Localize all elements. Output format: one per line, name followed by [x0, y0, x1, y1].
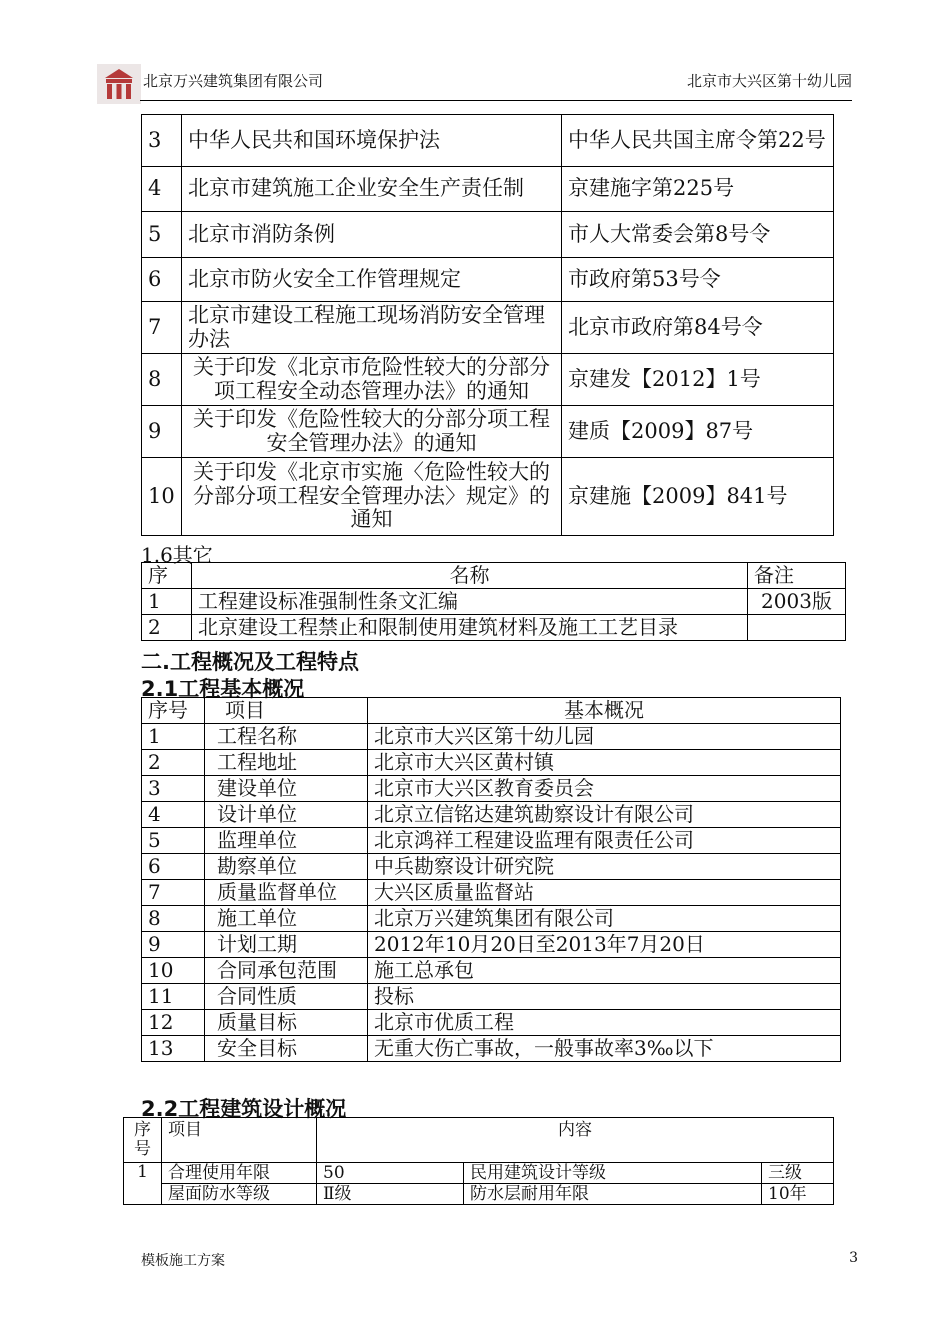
col-header-no: 序号: [142, 698, 205, 724]
reg-no: 4: [142, 167, 182, 212]
table-row: [142, 776, 841, 802]
basic-no: 6: [142, 854, 205, 880]
basic-desc: 北京鸿祥工程建设监理有限责任公司: [368, 828, 841, 854]
table-row: [142, 1010, 841, 1036]
basic-no: 8: [142, 906, 205, 932]
reg-no: 3: [142, 115, 182, 167]
table-row: [142, 828, 841, 854]
table-row: [142, 458, 834, 536]
basic-no: 4: [142, 802, 205, 828]
reg-name: 北京市防火安全工作管理规定: [182, 258, 562, 302]
reg-ref: 中华人民共国主席令第22号: [562, 115, 834, 167]
basic-desc: 大兴区质量监督站: [368, 880, 841, 906]
basic-no: 3: [142, 776, 205, 802]
other-note: 2003版: [748, 589, 846, 615]
col-header-item: 项目: [162, 1118, 317, 1163]
table-row: [142, 750, 841, 776]
table-row: [142, 984, 841, 1010]
table-row: [142, 258, 834, 302]
basic-desc: 北京市大兴区黄村镇: [368, 750, 841, 776]
basic-desc: 北京市大兴区第十幼儿园: [368, 724, 841, 750]
design-no: 1: [124, 1163, 162, 1205]
basic-overview-table: [141, 697, 841, 1062]
reg-name: 中华人民共和国环境保护法: [182, 115, 562, 167]
basic-item: 安全目标: [205, 1036, 368, 1062]
basic-item: 合同承包范围: [205, 958, 368, 984]
reg-no: 10: [142, 458, 182, 536]
basic-item: 工程地址: [205, 750, 368, 776]
reg-no: 9: [142, 406, 182, 458]
col-header-no: 序: [142, 563, 192, 589]
table-row: [142, 302, 834, 354]
basic-desc: 北京立信铭达建筑勘察设计有限公司: [368, 802, 841, 828]
table-header-row: [142, 563, 846, 589]
reg-no: 5: [142, 212, 182, 258]
other-note: [748, 615, 846, 641]
reg-ref: 京建施【2009】841号: [562, 458, 834, 536]
reg-no: 8: [142, 354, 182, 406]
table-row: [142, 212, 834, 258]
header-project: 北京市大兴区第十幼儿园: [686, 72, 852, 90]
basic-no: 10: [142, 958, 205, 984]
table-row: [142, 802, 841, 828]
header-company: 北京万兴建筑集团有限公司: [143, 72, 324, 90]
basic-item: 监理单位: [205, 828, 368, 854]
page-number: 3: [849, 1250, 858, 1266]
basic-desc: 施工总承包: [368, 958, 841, 984]
col-header-note: 备注: [748, 563, 846, 589]
table-row: [142, 589, 846, 615]
reg-name: 北京市消防条例: [182, 212, 562, 258]
reg-no: 7: [142, 302, 182, 354]
design-item-2: 防水层耐用年限: [464, 1184, 762, 1205]
basic-desc: 北京市大兴区教育委员会: [368, 776, 841, 802]
reg-ref: 京建发【2012】1号: [562, 354, 834, 406]
table-row: [142, 167, 834, 212]
table-row: [142, 406, 834, 458]
basic-desc: 北京万兴建筑集团有限公司: [368, 906, 841, 932]
col-header-content: 内容: [317, 1118, 834, 1163]
table-row: [142, 932, 841, 958]
other-table: [141, 562, 846, 641]
design-value-2: 三级: [762, 1163, 834, 1184]
reg-ref: 市人大常委会第8号令: [562, 212, 834, 258]
table-row: [142, 880, 841, 906]
basic-item: 计划工期: [205, 932, 368, 958]
basic-no: 12: [142, 1010, 205, 1036]
design-item: 屋面防水等级: [162, 1184, 317, 1205]
col-header-no: 序号: [124, 1118, 162, 1163]
basic-desc: 2012年10月20日至2013年7月20日: [368, 932, 841, 958]
subsection-heading-basic: 2.1工程基本概况: [141, 677, 305, 701]
basic-desc: 北京市优质工程: [368, 1010, 841, 1036]
other-no: 1: [142, 589, 192, 615]
design-overview-table: [123, 1117, 834, 1205]
other-no: 2: [142, 615, 192, 641]
basic-item: 工程名称: [205, 724, 368, 750]
basic-no: 2: [142, 750, 205, 776]
basic-no: 7: [142, 880, 205, 906]
table-row: [142, 724, 841, 750]
col-header-name: 名称: [192, 563, 748, 589]
reg-no: 6: [142, 258, 182, 302]
basic-desc: 无重大伤亡事故，一般事故率3‰以下: [368, 1036, 841, 1062]
design-item: 合理使用年限: [162, 1163, 317, 1184]
table-row: [142, 1036, 841, 1062]
table-row: [142, 854, 841, 880]
basic-item: 勘察单位: [205, 854, 368, 880]
table-row: [142, 906, 841, 932]
header-rule: [140, 100, 852, 101]
reg-name: 关于印发《北京市实施〈危险性较大的分部分项工程安全管理办法〉规定》的通知: [182, 458, 562, 536]
reg-ref: 北京市政府第84号令: [562, 302, 834, 354]
col-header-item: 项目: [205, 698, 368, 724]
table-header-row: [142, 698, 841, 724]
basic-no: 9: [142, 932, 205, 958]
reg-name: 关于印发《危险性较大的分部分项工程安全管理办法》的通知: [182, 406, 562, 458]
design-value: 50: [317, 1163, 464, 1184]
basic-no: 11: [142, 984, 205, 1010]
basic-item: 建设单位: [205, 776, 368, 802]
basic-desc: 投标: [368, 984, 841, 1010]
basic-item: 施工单位: [205, 906, 368, 932]
section-heading-overview: 二.工程概况及工程特点: [141, 650, 359, 674]
reg-ref: 建质【2009】87号: [562, 406, 834, 458]
reg-name: 北京市建设工程施工现场消防安全管理办法: [182, 302, 562, 354]
table-row: [124, 1163, 834, 1184]
col-header-desc: 基本概况: [368, 698, 841, 724]
reg-ref: 京建施字第225号: [562, 167, 834, 212]
other-name: 工程建设标准强制性条文汇编: [192, 589, 748, 615]
table-row: [142, 115, 834, 167]
basic-no: 1: [142, 724, 205, 750]
basic-no: 5: [142, 828, 205, 854]
table-row: [142, 615, 846, 641]
subsection-heading-design: 2.2工程建筑设计概况: [141, 1097, 347, 1121]
reg-ref: 市政府第53号令: [562, 258, 834, 302]
design-value: Ⅱ级: [317, 1184, 464, 1205]
basic-item: 设计单位: [205, 802, 368, 828]
reg-name: 北京市建筑施工企业安全生产责任制: [182, 167, 562, 212]
table-row: [142, 958, 841, 984]
other-name: 北京建设工程禁止和限制使用建筑材料及施工工艺目录: [192, 615, 748, 641]
reg-name: 关于印发《北京市危险性较大的分部分项工程安全动态管理办法》的通知: [182, 354, 562, 406]
basic-item: 质量目标: [205, 1010, 368, 1036]
section-heading-other: 1.6其它: [141, 543, 213, 567]
table-header-row: [124, 1118, 834, 1163]
basic-no: 13: [142, 1036, 205, 1062]
company-logo: [97, 64, 141, 104]
table-row: [124, 1184, 834, 1205]
footer-title: 模板施工方案: [141, 1253, 225, 1269]
design-item-2: 民用建筑设计等级: [464, 1163, 762, 1184]
basic-item: 合同性质: [205, 984, 368, 1010]
design-value-2: 10年: [762, 1184, 834, 1205]
basic-item: 质量监督单位: [205, 880, 368, 906]
basic-desc: 中兵勘察设计研究院: [368, 854, 841, 880]
table-row: [142, 354, 834, 406]
regulations-table: [141, 114, 834, 536]
